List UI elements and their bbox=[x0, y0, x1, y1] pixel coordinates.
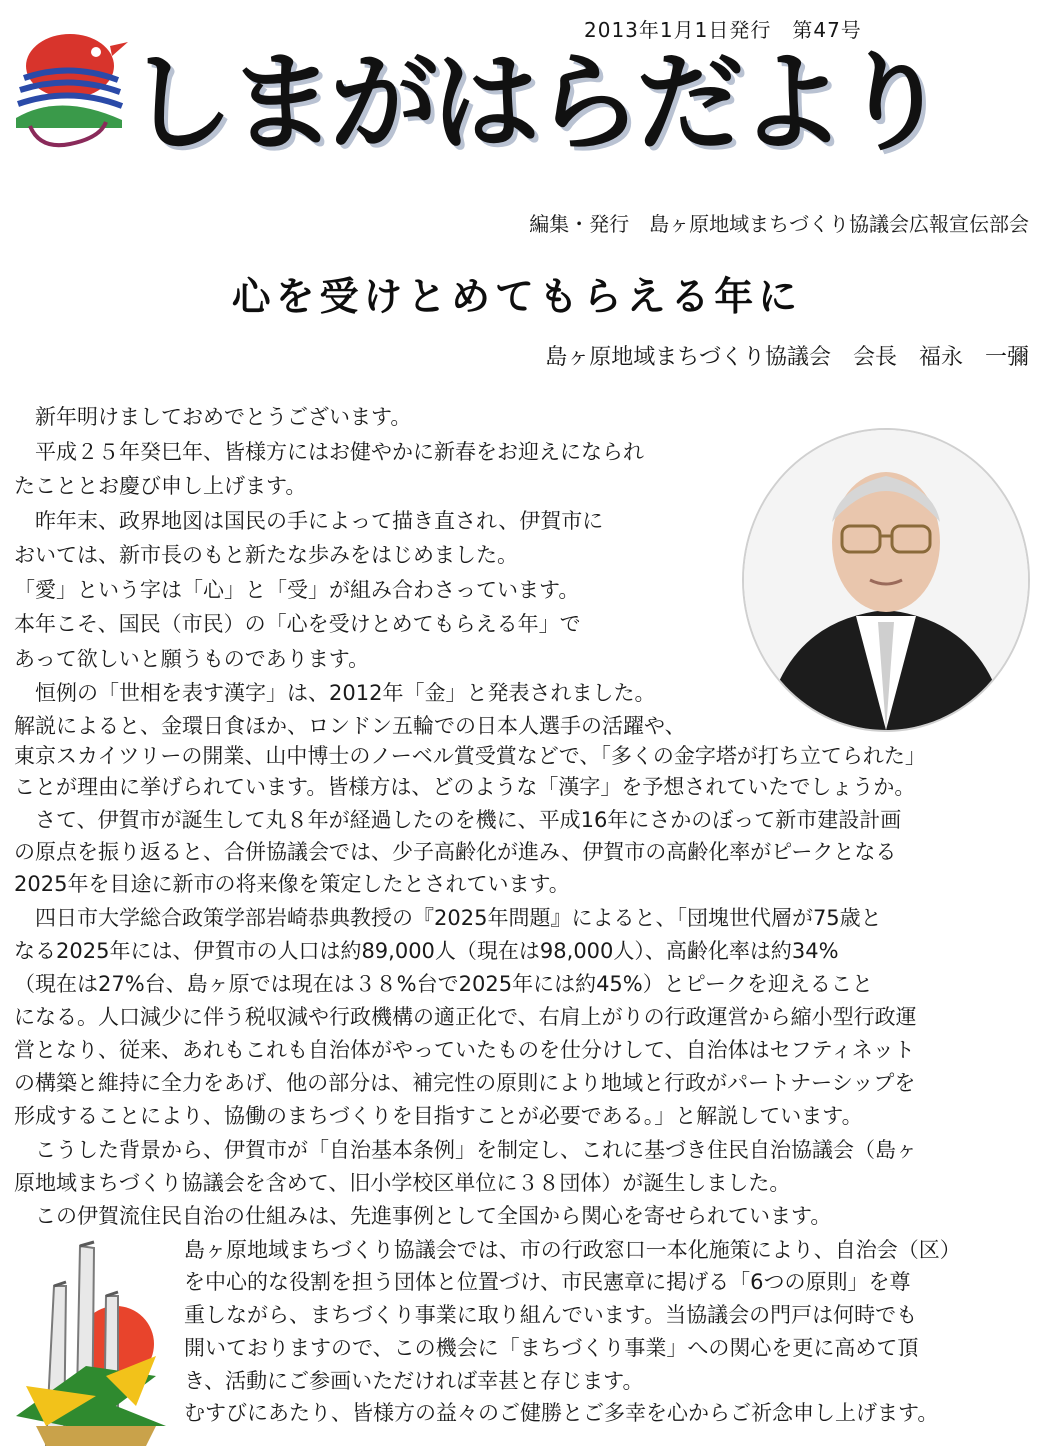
body-line-17: なる2025年には、伊賀市の人口は約89,000人（現在は98,000人）、高齢化率は約34% bbox=[14, 939, 839, 963]
crane-logo-icon bbox=[10, 22, 130, 152]
body-line-12: ことが理由に挙げられています。皆様方は、どのような「漢字」を予想されていたでしょうか。 bbox=[14, 775, 916, 799]
body-line-10: 解説によると、金環日食ほか、ロンドン五輪での日本人選手の活躍や、 bbox=[14, 714, 686, 738]
body-line-23: こうした背景から、伊賀市が「自治基本条例」を制定し、これに基づき住民自治協議会（島ヶ bbox=[14, 1138, 917, 1162]
body-line-5: おいては、新市長のもと新たな歩みをはじめました。 bbox=[14, 543, 518, 567]
body-line-25: この伊賀流住民自治の仕組みは、先進事例として全国から関心を寄せられています。 bbox=[14, 1204, 832, 1228]
body-line-19: になる。人口減少に伴う税収減や行政機構の適正化で、右肩上がりの行政運営から縮小型行政運 bbox=[14, 1005, 917, 1029]
article-byline: 島ヶ原地域まちづくり協議会 会長 福永 一彌 bbox=[545, 345, 1029, 370]
body-line-8: あって欲しいと願うものであります。 bbox=[14, 647, 370, 671]
body-line-21: の構築と維持に全力をあげ、他の部分は、補完性の原則により地域と行政がパートナーシップを bbox=[14, 1071, 916, 1095]
article-headline: 心を受けとめてもらえる年に bbox=[231, 274, 803, 320]
masthead-title: しまがはらだより bbox=[126, 41, 943, 166]
body-line-11: 東京スカイツリーの開業、山中博士のノーベル賞受賞などで、「多くの金字塔が打ち立てられた」 bbox=[14, 744, 926, 768]
body-line-30: き、活動にご参画いただければ幸甚と存じます。 bbox=[184, 1369, 644, 1393]
body-line-13: さて、伊賀市が誕生して丸８年が経過したのを機に、平成16年にさかのぼって新市建設計画 bbox=[14, 808, 902, 832]
body-line-9: 恒例の「世相を表す漢字」は、2012年「金」と発表されました。 bbox=[14, 681, 656, 705]
body-line-28: 重しながら、まちづくり事業に取り組んでいます。当協議会の門戸は何時でも bbox=[184, 1303, 918, 1327]
body-line-18: （現在は27%台、島ヶ原では現在は３８%台で2025年には約45%）とピークを迎えること bbox=[14, 972, 873, 996]
body-line-16: 四日市大学総合政策学部岩崎恭典教授の『2025年問題』によると、「団塊世代層が75歳と bbox=[14, 906, 882, 930]
chairman-portrait bbox=[742, 428, 1030, 732]
body-line-20: 営となり、従来、あれもこれも自治体がやっていたものを仕分けして、自治体はセフティネット bbox=[14, 1038, 915, 1062]
body-line-15: 2025年を目途に新市の将来像を策定したとされています。 bbox=[14, 872, 570, 896]
body-line-6: 「愛」という字は「心」と「受」が組み合わさっています。 bbox=[14, 578, 580, 602]
body-line-14: の原点を振り返ると、合併協議会では、少子高齢化が進み、伊賀市の高齢化率がピークとなる bbox=[14, 840, 897, 864]
body-line-26: 島ヶ原地域まちづくり協議会では、市の行政窓口一本化施策により、自治会（区） bbox=[184, 1238, 961, 1262]
body-line-2: 平成２５年癸巳年、皆様方にはお健やかに新春をお迎えになられ bbox=[14, 440, 644, 464]
publisher-credit: 編集・発行 島ヶ原地域まちづくり協議会広報宣伝部会 bbox=[529, 212, 1029, 236]
body-line-7: 本年こそ、国民（市民）の「心を受けとめてもらえる年」で bbox=[14, 612, 581, 636]
body-line-31: むすびにあたり、皆様方の益々のご健勝とご多幸を心からご祈念申し上げます。 bbox=[184, 1401, 939, 1425]
issue-date: 2013年1月1日発行 第47号 bbox=[584, 18, 862, 42]
body-line-22: 形成することにより、協働のまちづくりを目指すことが必要である。」と解説しています。 bbox=[14, 1104, 863, 1128]
body-line-29: 開いておりますので、この機会に「まちづくり事業」への関心を更に高めて頂 bbox=[184, 1336, 919, 1360]
body-line-27: を中心的な役割を担う団体と位置づけ、市民憲章に掲げる「6つの原則」を尊 bbox=[184, 1270, 911, 1294]
body-line-1: 新年明けましておめでとうございます。 bbox=[14, 405, 412, 429]
body-line-3: たこととお慶び申し上げます。 bbox=[14, 474, 307, 498]
body-line-24: 原地域まちづくり協議会を含めて、旧小学校区単位に３８団体）が誕生しました。 bbox=[14, 1171, 791, 1195]
body-line-4: 昨年末、政界地図は国民の手によって描き直され、伊賀市に bbox=[14, 509, 604, 533]
kadomatsu-illustration-icon bbox=[6, 1226, 178, 1446]
